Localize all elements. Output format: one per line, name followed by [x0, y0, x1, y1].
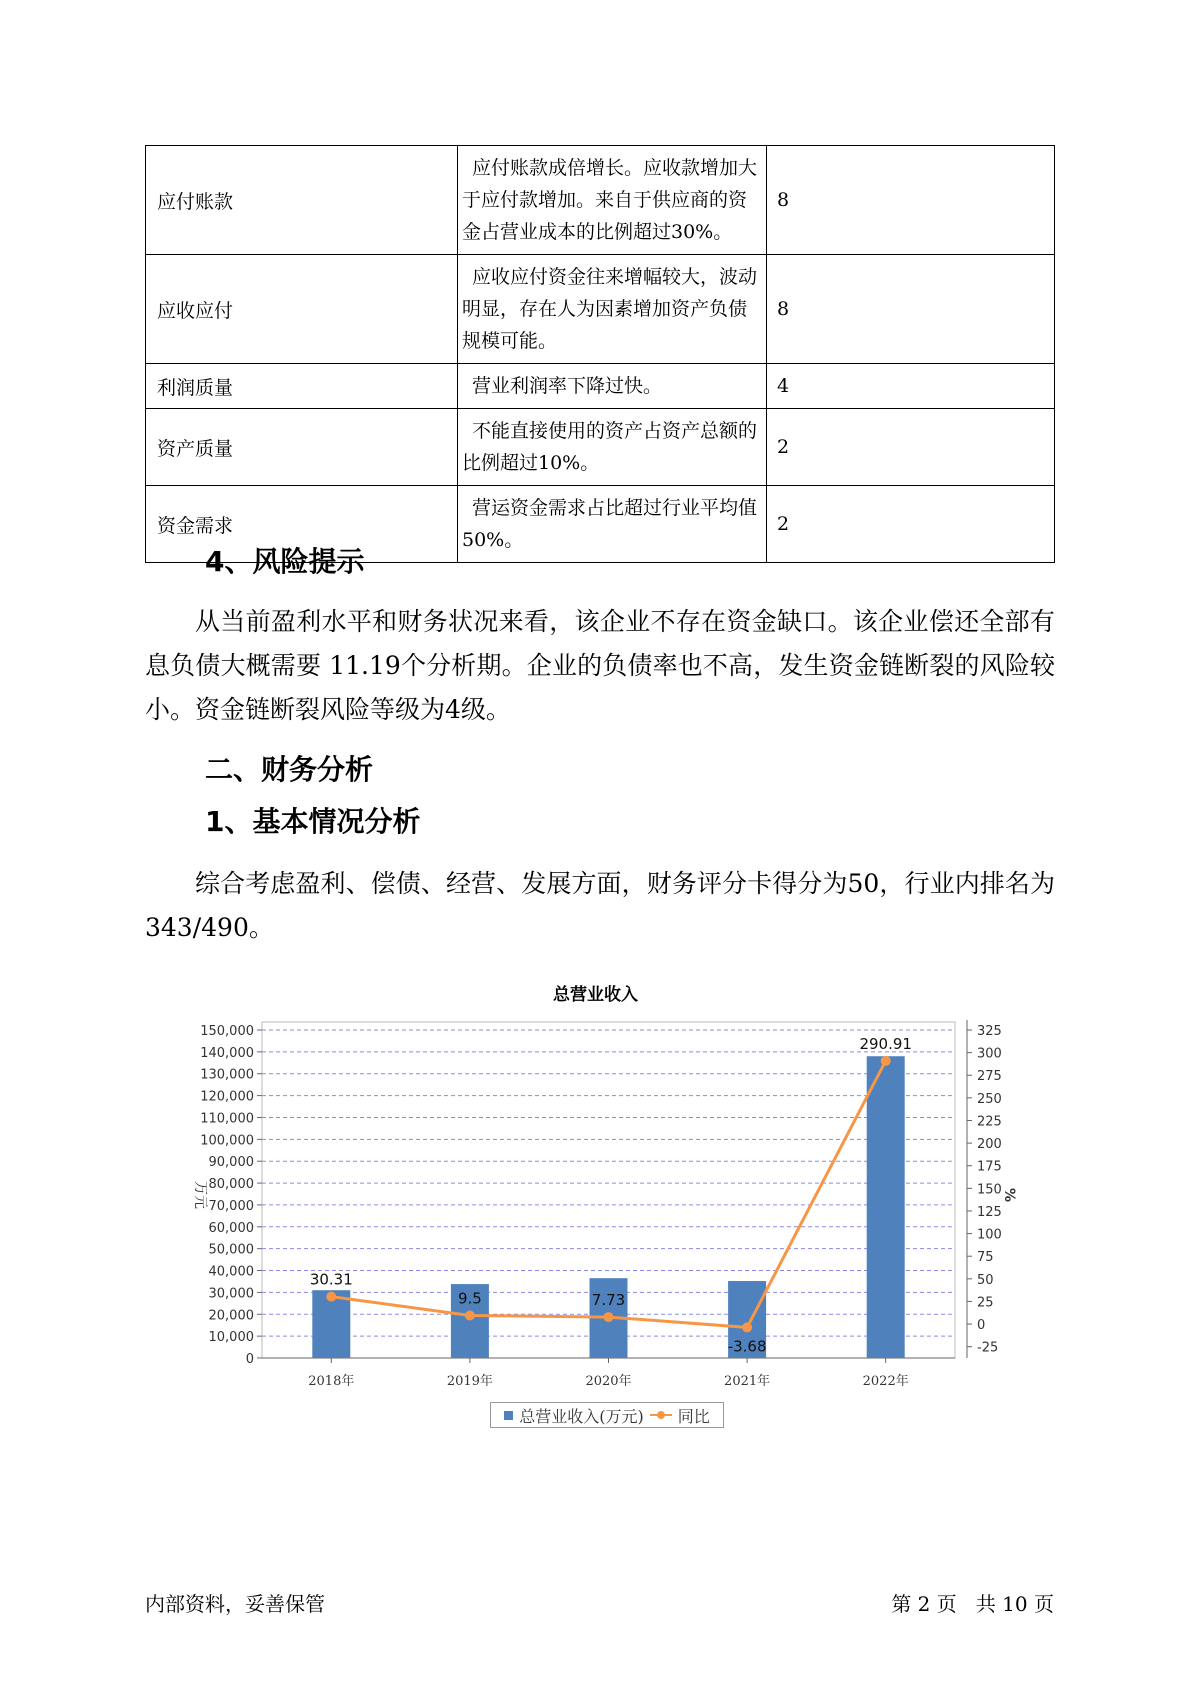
x-tick-label: 2022年: [862, 1374, 909, 1389]
y2-tick-label: 125: [977, 1204, 1002, 1220]
y-tick-label: 150,000: [200, 1024, 254, 1039]
x-tick-label: 2018年: [308, 1374, 355, 1389]
y2-tick-label: 275: [977, 1069, 1002, 1085]
risk-paragraph: 从当前盈利水平和财务状况来看，该企业不存在资金缺口。该企业偿还全部有息负债大概需要 11.19个分析期。企业的负债率也不高，发生资金链断裂的风险较小。资金链断裂风险等级为4级。: [145, 607, 1055, 724]
chart-legend: [490, 1402, 724, 1428]
y2-tick-label: 225: [977, 1114, 1002, 1130]
y2-tick-label: 250: [977, 1091, 1002, 1107]
y2-tick-label: -25: [977, 1340, 999, 1356]
y-tick-label: 80,000: [208, 1177, 254, 1193]
yoy-point: [742, 1322, 752, 1332]
y2-tick-label: 300: [977, 1046, 1002, 1062]
footer-page-number: 第 2 页 共 10 页: [891, 1592, 1054, 1616]
risk-item-name: 应收应付: [146, 255, 458, 364]
risk-item-name: 资产质量: [146, 409, 458, 486]
y-tick-label: 90,000: [208, 1155, 254, 1171]
risk-item-desc: 不能直接使用的资产占资产总额的比例超过10%。: [458, 409, 767, 486]
y2-tick-label: 200: [977, 1137, 1002, 1153]
risk-item-desc: 营运资金需求占比超过行业平均值50%。: [458, 486, 767, 563]
risk-item-score: 2: [767, 409, 1055, 486]
yoy-point: [465, 1310, 475, 1320]
section-heading-basic: 1、基本情况分析: [205, 805, 421, 838]
y-axis-label: 万元: [192, 1181, 208, 1209]
risk-item-score: 8: [767, 255, 1055, 364]
risk-item-name: 利润质量: [146, 364, 458, 409]
y-tick-label: 40,000: [208, 1264, 254, 1280]
legend-line-swatch: [650, 1410, 672, 1420]
yoy-point: [326, 1292, 336, 1302]
y-tick-label: 110,000: [200, 1111, 254, 1127]
yoy-point: [604, 1312, 614, 1322]
y2-tick-label: 175: [977, 1159, 1002, 1175]
legend-bar-swatch: [504, 1411, 513, 1420]
x-tick-label: 2020年: [585, 1374, 632, 1389]
revenue-bar: [867, 1056, 905, 1358]
yoy-point: [881, 1056, 891, 1066]
y-tick-label: 0: [245, 1352, 254, 1367]
y-tick-label: 30,000: [208, 1286, 254, 1302]
section-heading-finance: 二、财务分析: [205, 753, 374, 786]
risk-item-name: 资金需求: [146, 486, 458, 563]
yoy-data-label: 7.73: [591, 1291, 626, 1310]
y-tick-label: 120,000: [200, 1089, 254, 1105]
y2-axis-label: %: [1001, 1187, 1017, 1203]
x-tick-label: 2021年: [724, 1374, 771, 1389]
chart-title: 总营业收入: [553, 985, 638, 1005]
risk-item-desc: 营业利润率下降过快。: [458, 364, 767, 409]
y-tick-label: 100,000: [200, 1133, 254, 1149]
risk-item-score: 8: [767, 146, 1055, 255]
yoy-data-label: 290.91: [859, 1034, 912, 1053]
y2-tick-label: 25: [977, 1295, 994, 1311]
y2-tick-label: 100: [977, 1227, 1002, 1243]
legend-line-label: 同比: [677, 1406, 710, 1426]
y-tick-label: 10,000: [208, 1330, 254, 1346]
y-tick-label: 140,000: [200, 1045, 254, 1061]
footer-confidential: 内部资料，妥善保管: [145, 1592, 325, 1616]
risk-item-desc: 应付账款成倍增长。应收款增加大于应付款增加。来自于供应商的资金占营业成本的比例超过30%。: [458, 146, 767, 255]
section-heading-risk: 4、风险提示: [205, 545, 365, 578]
y-tick-label: 50,000: [208, 1242, 254, 1258]
risk-item-score: 2: [767, 486, 1055, 563]
y-tick-label: 20,000: [208, 1308, 254, 1324]
basic-paragraph: 综合考虑盈利、偿债、经营、发展方面，财务评分卡得分为50，行业内排名为343/490。: [145, 869, 1055, 942]
risk-item-name: 应付账款: [146, 146, 458, 255]
risk-item-score: 4: [767, 364, 1055, 409]
legend-bar-label: 总营业收入(万元): [519, 1406, 644, 1426]
y-tick-label: 130,000: [200, 1067, 254, 1083]
yoy-data-label: 9.5: [457, 1289, 482, 1308]
y2-tick-label: 325: [977, 1024, 1002, 1039]
x-tick-label: 2019年: [446, 1374, 493, 1389]
y-tick-label: 70,000: [208, 1198, 254, 1214]
y2-tick-label: 0: [977, 1318, 986, 1334]
yoy-data-label: -3.68: [727, 1337, 767, 1356]
y-tick-label: 60,000: [208, 1220, 254, 1236]
y2-tick-label: 75: [977, 1250, 994, 1266]
yoy-data-label: 30.31: [309, 1270, 353, 1289]
risk-item-desc: 应收应付资金往来增幅较大，波动明显，存在人为因素增加资产负债规模可能。: [458, 255, 767, 364]
y2-tick-label: 50: [977, 1272, 994, 1288]
y2-tick-label: 150: [977, 1182, 1002, 1198]
